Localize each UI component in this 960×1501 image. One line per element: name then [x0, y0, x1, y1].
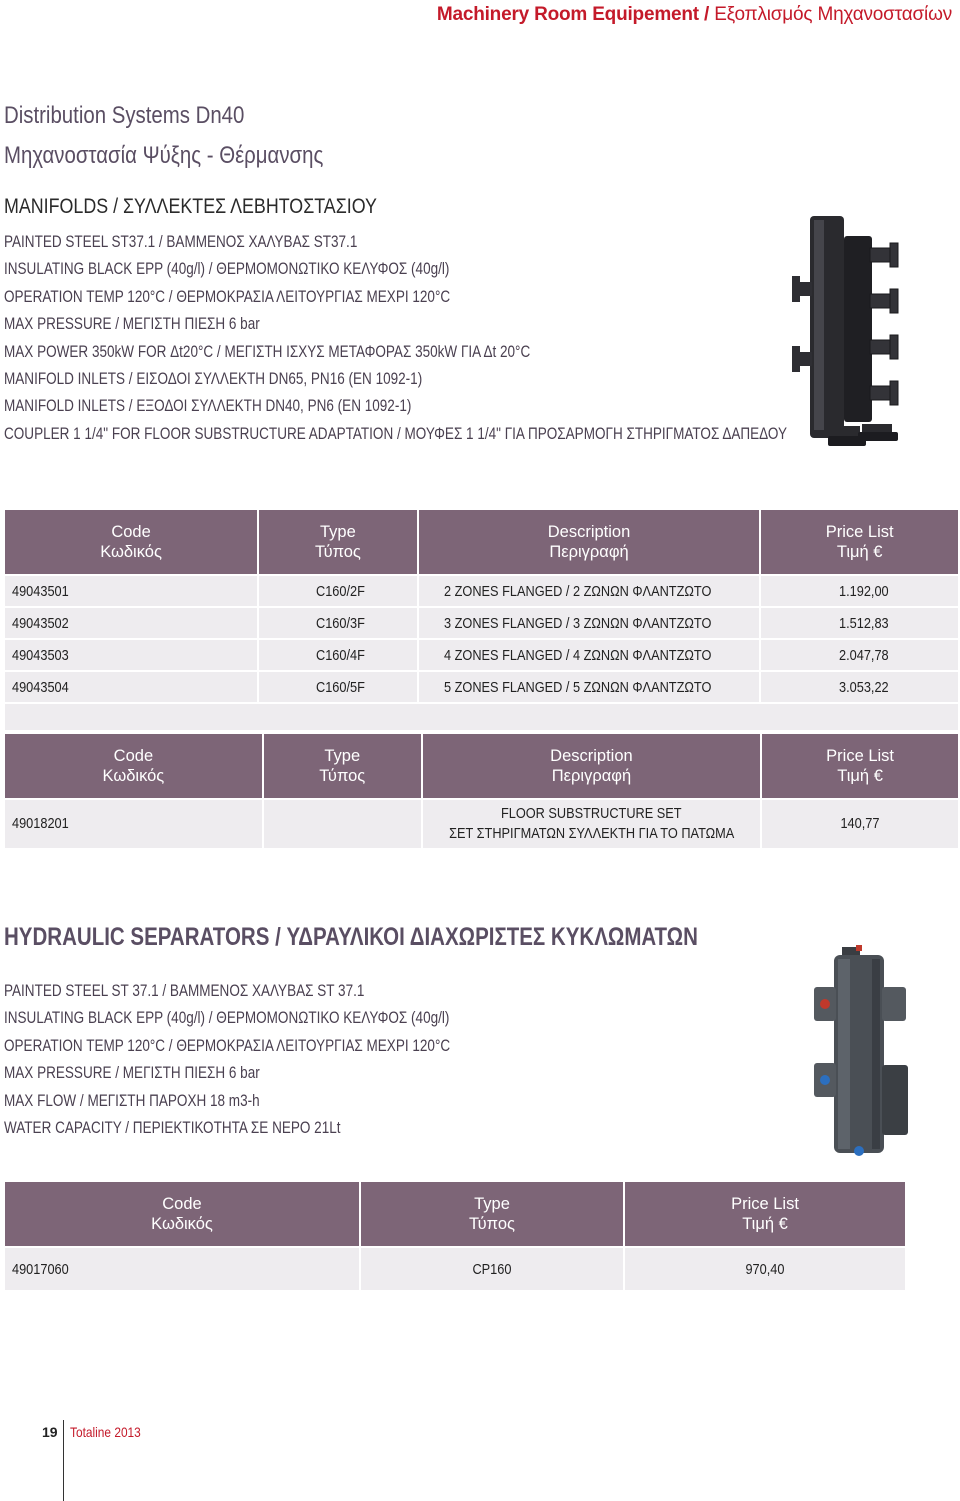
section-title-gr: Μηχανοστασία Ψύξης - Θέρμανσης: [4, 142, 324, 169]
type-label-en: Type: [324, 747, 361, 765]
cell-description: [419, 576, 760, 606]
spec-line: INSULATING BLACK EPP (40g/l) / ΘΕΡΜΟΜΟΝΩΤΙΚΟ ΚΕΛΥΦΟΣ (40g/l): [4, 260, 450, 279]
type-label-en: Type: [320, 523, 356, 541]
desc-label-en: Description: [550, 747, 633, 765]
cell-type: [264, 800, 421, 848]
cell-description: [419, 608, 760, 638]
footer-brand: Totaline 2013: [70, 1424, 141, 1440]
type-label-gr: Τύπος: [314, 543, 361, 561]
description-value-en: FLOOR SUBSTRUCTURE SET: [501, 805, 682, 822]
desc-label-gr: Περιγραφή: [551, 767, 632, 785]
desc-label-gr: Περιγραφή: [549, 543, 629, 561]
spec-line: OPERATION TEMP 120°C / ΘΕΡΜΟΚΡΑΣΙΑ ΛΕΙΤΟΥΡΓΙΑΣ ΜΕΧΡΙ 120°C: [4, 1036, 451, 1055]
manifold-product-image: [792, 212, 910, 462]
cell-price: [625, 1248, 905, 1290]
spec-line: PAINTED STEEL ST 37.1 / ΒΑΜΜΕΝΟΣ ΧΑΛΥΒΑΣ ST 37.1: [4, 982, 365, 1000]
type-label-gr: Τύπος: [319, 767, 366, 785]
column-header-type: [361, 1182, 623, 1246]
cell-code: [5, 672, 257, 702]
footer-divider: [63, 1420, 64, 1501]
code-label-gr: Κωδικός: [151, 1215, 213, 1233]
separator-price-table: [3, 1180, 907, 1292]
cell-description: [423, 800, 760, 848]
cell-price: [761, 672, 958, 702]
header-title-gr: Εξοπλισμός Μηχανοστασίων: [714, 4, 952, 25]
cell-price: [761, 640, 958, 670]
price-value: 2.047,78: [839, 646, 889, 664]
column-header-code: [5, 734, 262, 798]
price-value: 3.053,22: [839, 678, 889, 696]
price-value: 1.192,00: [839, 582, 889, 600]
section-title-en: Distribution Systems Dn40: [4, 102, 245, 129]
cell-price: [761, 576, 958, 606]
type-label-gr: Τύπος: [469, 1215, 515, 1233]
type-value: C160/2F: [316, 582, 366, 600]
code-value: 49018201: [12, 815, 69, 832]
cell-type: [259, 576, 417, 606]
hydraulic-separators-title: HYDRAULIC SEPARATORS / ΥΔΡΑΥΛΙΚΟΙ ΔΙΑΧΩΡΙΣΤΕΣ ΚΥΚΛΩΜΑΤΩΝ: [4, 923, 698, 951]
price-value: 970,40: [745, 1260, 785, 1278]
cell-code: [5, 608, 257, 638]
table-row: [5, 576, 958, 606]
code-value: 49043504: [12, 678, 69, 696]
cell-code: [5, 576, 257, 606]
description-value: 3 ZONES FLANGED / 3 ΖΩΝΩΝ ΦΛΑΝΤΖΩΤΟ: [443, 614, 712, 632]
cell-type: [361, 1248, 623, 1290]
desc-label-en: Description: [547, 523, 631, 541]
separator-spec-list: [4, 978, 548, 1142]
description-value: 5 ZONES FLANGED / 5 ΖΩΝΩΝ ΦΛΑΝΤΖΩΤΟ: [443, 678, 712, 696]
cell-code: [5, 640, 257, 670]
spec-line: MAX POWER 350kW FOR Δt20°C / ΜΕΓΙΣΤΗ ΙΣΧΥΣ ΜΕΤΑΦΟΡΑΣ 350kW ΓΙΑ Δt 20°C: [4, 342, 531, 361]
cell-code: [5, 1248, 359, 1290]
column-header-description: [423, 734, 760, 798]
type-label-en: Type: [474, 1195, 510, 1213]
header-title-en: Machinery Room Equipement: [436, 4, 699, 25]
code-value: 49017060: [12, 1260, 69, 1278]
column-header-type: [264, 734, 421, 798]
spec-line: MANIFOLD INLETS / ΕΙΣΟΔΟΙ ΣΥΛΛΕΚΤΗ DN65, PN16 (EN 1092-1): [4, 369, 423, 388]
table-row: [5, 672, 958, 702]
spec-line: MAX FLOW / ΜΕΓΙΣΤΗ ΠΑΡΟΧΗ 18 m3-h: [4, 1091, 260, 1110]
spec-line: OPERATION TEMP 120°C / ΘΕΡΜΟΚΡΑΣΙΑ ΛΕΙΤΟΥΡΓΙΑΣ ΜΕΧΡΙ 120°C: [4, 287, 451, 306]
table-row: [5, 608, 958, 638]
substructure-price-table: [3, 732, 960, 850]
column-header-type: [259, 510, 417, 574]
code-label-en: Code: [162, 1195, 202, 1213]
page-number: 19: [42, 1424, 58, 1440]
column-header-code: [5, 510, 257, 574]
header-separator: /: [698, 4, 715, 25]
column-header-price: [762, 734, 958, 798]
cell-code: [5, 800, 262, 848]
price-label-en: Price List: [826, 747, 895, 765]
cell-description: [419, 640, 760, 670]
description-value: 2 ZONES FLANGED / 2 ΖΩΝΩΝ ΦΛΑΝΤΖΩΤΟ: [443, 582, 712, 600]
spec-line: MANIFOLD INLETS / ΕΞΟΔΟΙ ΣΥΛΛΕΚΤΗ DN40, PN6 (EN 1092-1): [4, 397, 412, 416]
spec-line: COUPLER 1 1/4" FOR FLOOR SUBSTRUCTURE ADAPTATION / ΜΟΥΦΕΣ 1 1/4" ΓΙΑ ΠΡΟΣΑΡΜΟΓΗ ΣΤΗΡΙΓΜΑΤΟΣ ΔΑΠΕΔΟΥ: [4, 424, 788, 443]
column-header-description: [419, 510, 760, 574]
cell-type: [259, 608, 417, 638]
description-value: 4 ZONES FLANGED / 4 ΖΩΝΩΝ ΦΛΑΝΤΖΩΤΟ: [443, 646, 712, 664]
type-value: C160/5F: [316, 678, 366, 696]
cell-description: [419, 672, 760, 702]
type-value: C160/4F: [316, 646, 366, 664]
manifolds-subtitle: MANIFOLDS / ΣΥΛΛΕΚΤΕΣ ΛΕΒΗΤΟΣΤΑΣΙΟΥ: [4, 195, 377, 218]
table-header-row: [5, 734, 958, 798]
price-label-gr: Τιμή €: [836, 543, 883, 561]
table-row: [5, 640, 958, 670]
table-row: [5, 1248, 905, 1290]
price-label-gr: Τιμή €: [742, 1215, 788, 1233]
type-value: C160/3F: [316, 614, 366, 632]
separator-product-image: [812, 945, 912, 1160]
column-header-price: [625, 1182, 905, 1246]
type-value: CP160: [472, 1260, 512, 1278]
table-header-row: [5, 510, 958, 574]
spec-line: PAINTED STEEL ST37.1 / ΒΑΜΜΕΝΟΣ ΧΑΛΥΒΑΣ ST37.1: [4, 233, 358, 251]
column-header-price: [761, 510, 958, 574]
spec-line: MAX PRESSURE / ΜΕΓΙΣΤΗ ΠΙΕΣΗ 6 bar: [4, 315, 260, 334]
spacer-cell: [5, 704, 958, 730]
code-label-en: Code: [111, 523, 151, 541]
cell-price: [761, 608, 958, 638]
spec-line: MAX PRESSURE / ΜΕΓΙΣΤΗ ΠΙΕΣΗ 6 bar: [4, 1064, 260, 1083]
code-value: 49043502: [12, 614, 69, 632]
spec-line: WATER CAPACITY / ΠΕΡΙΕΚΤΙΚΟΤΗΤΑ ΣΕ ΝΕΡΟ 21Lt: [4, 1118, 341, 1137]
description-value-gr: ΣΕΤ ΣΤΗΡΙΓΜΑΤΩΝ ΣΥΛΛΕΚΤΗ ΓΙΑ ΤΟ ΠΑΤΩΜΑ: [448, 825, 735, 842]
page-header: [437, 4, 952, 26]
price-label-gr: Τιμή €: [837, 767, 883, 785]
price-label-en: Price List: [731, 1195, 799, 1213]
table-row: [5, 800, 958, 848]
price-value: 1.512,83: [839, 614, 889, 632]
cell-type: [259, 640, 417, 670]
code-label-en: Code: [113, 747, 154, 765]
column-header-code: [5, 1182, 359, 1246]
price-value: 140,77: [840, 815, 880, 832]
manifold-price-table: [3, 508, 960, 732]
cell-type: [259, 672, 417, 702]
code-label-gr: Κωδικός: [102, 767, 165, 785]
price-label-en: Price List: [825, 523, 894, 541]
code-label-gr: Κωδικός: [100, 543, 162, 561]
code-value: 49043501: [12, 582, 69, 600]
code-value: 49043503: [12, 646, 69, 664]
cell-price: [762, 800, 958, 848]
table-spacer-row: [5, 704, 958, 730]
table-header-row: [5, 1182, 905, 1246]
spec-line: INSULATING BLACK EPP (40g/l) / ΘΕΡΜΟΜΟΝΩΤΙΚΟ ΚΕΛΥΦΟΣ (40g/l): [4, 1009, 450, 1028]
